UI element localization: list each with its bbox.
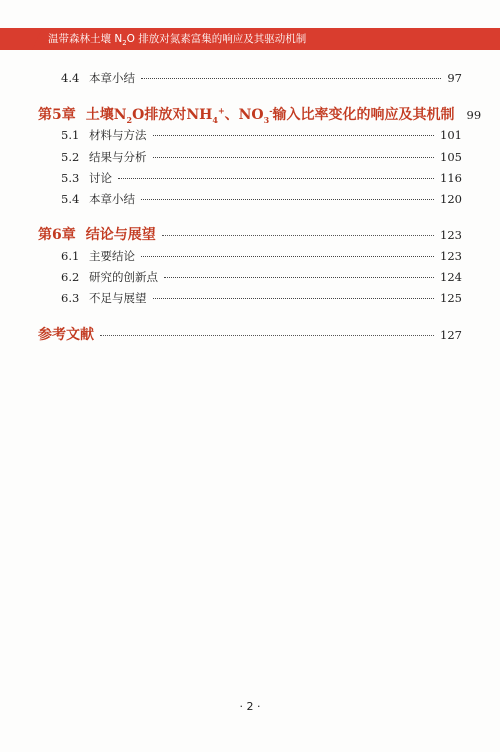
toc-entry-page: 105 bbox=[440, 150, 462, 164]
toc-chapter-number: 第6章 bbox=[38, 227, 76, 243]
toc-entry-page: 124 bbox=[440, 270, 462, 284]
toc-entry-title: 材料与方法 bbox=[89, 128, 147, 142]
dot-leader bbox=[164, 276, 434, 278]
toc-entry-5-2[interactable] bbox=[61, 149, 462, 165]
toc-chapter-number: 第5章 bbox=[38, 107, 76, 123]
toc-entry-title: 主要结论 bbox=[89, 249, 135, 263]
toc-entry-page: 120 bbox=[440, 192, 462, 206]
toc-entry-number: 5.1 bbox=[61, 128, 80, 142]
toc-entry-title: 研究的创新点 bbox=[89, 270, 158, 284]
toc-entry-title: 讨论 bbox=[89, 171, 112, 185]
toc-entry-title: 本章小结 bbox=[89, 71, 135, 85]
dot-leader bbox=[141, 255, 434, 257]
toc-entry-page: 125 bbox=[440, 291, 462, 305]
dot-leader bbox=[141, 198, 434, 200]
toc-entry-number: 6.3 bbox=[61, 291, 80, 305]
dot-leader bbox=[141, 77, 441, 79]
toc-entry-number: 5.2 bbox=[61, 150, 80, 164]
toc-entry-5-4[interactable] bbox=[61, 191, 462, 207]
toc-entry-page: 123 bbox=[440, 249, 462, 263]
dot-leader bbox=[153, 156, 435, 158]
toc-chapter-title: 结论与展望 bbox=[85, 227, 156, 243]
page-number: · 2 · bbox=[239, 700, 261, 713]
toc-entry-6-1[interactable] bbox=[61, 248, 462, 264]
toc-chapter-title: 土壤$N_2O$排放对$NH_4^+$、$NO_3^-$输入比率变化的响应及其机制 bbox=[85, 105, 455, 125]
running-header: 温带森林土壤 $N_2O$ 排放对氮素富集的响应及其驱动机制 bbox=[48, 33, 307, 48]
toc-entry-number: 6.1 bbox=[61, 249, 80, 263]
toc-entry-5-1[interactable] bbox=[61, 127, 462, 143]
toc-references[interactable] bbox=[38, 324, 462, 344]
dot-leader bbox=[162, 234, 434, 236]
toc-chapter-6[interactable] bbox=[38, 224, 462, 244]
toc-entry-page: 101 bbox=[440, 128, 462, 142]
dot-leader bbox=[153, 134, 435, 136]
toc-entry-title: 本章小结 bbox=[89, 192, 135, 206]
toc-entry-page: 97 bbox=[447, 71, 462, 85]
toc-entry-page: 116 bbox=[440, 171, 462, 185]
toc-entry-title: 不足与展望 bbox=[89, 291, 147, 305]
dot-leader bbox=[100, 334, 434, 336]
toc-references-title: 参考文献 bbox=[38, 327, 94, 343]
toc-entry-number: 4.4 bbox=[61, 71, 80, 85]
toc-entry-number: 5.4 bbox=[61, 192, 80, 206]
dot-leader bbox=[118, 177, 434, 179]
toc-entry-number: 6.2 bbox=[61, 270, 80, 284]
toc-chapter-page: 99 bbox=[466, 108, 482, 122]
toc-entry-number: 5.3 bbox=[61, 171, 80, 185]
toc-entry-6-2[interactable] bbox=[61, 269, 462, 285]
toc-entry-6-3[interactable] bbox=[61, 290, 462, 306]
toc-chapter-5[interactable] bbox=[38, 104, 482, 125]
toc-entry-title: 结果与分析 bbox=[89, 150, 147, 164]
toc-entry-5-3[interactable] bbox=[61, 170, 462, 186]
toc-entry-4-4[interactable] bbox=[61, 70, 462, 86]
toc-chapter-page: 123 bbox=[440, 228, 462, 242]
toc-references-page: 127 bbox=[440, 328, 462, 342]
dot-leader bbox=[153, 297, 435, 299]
